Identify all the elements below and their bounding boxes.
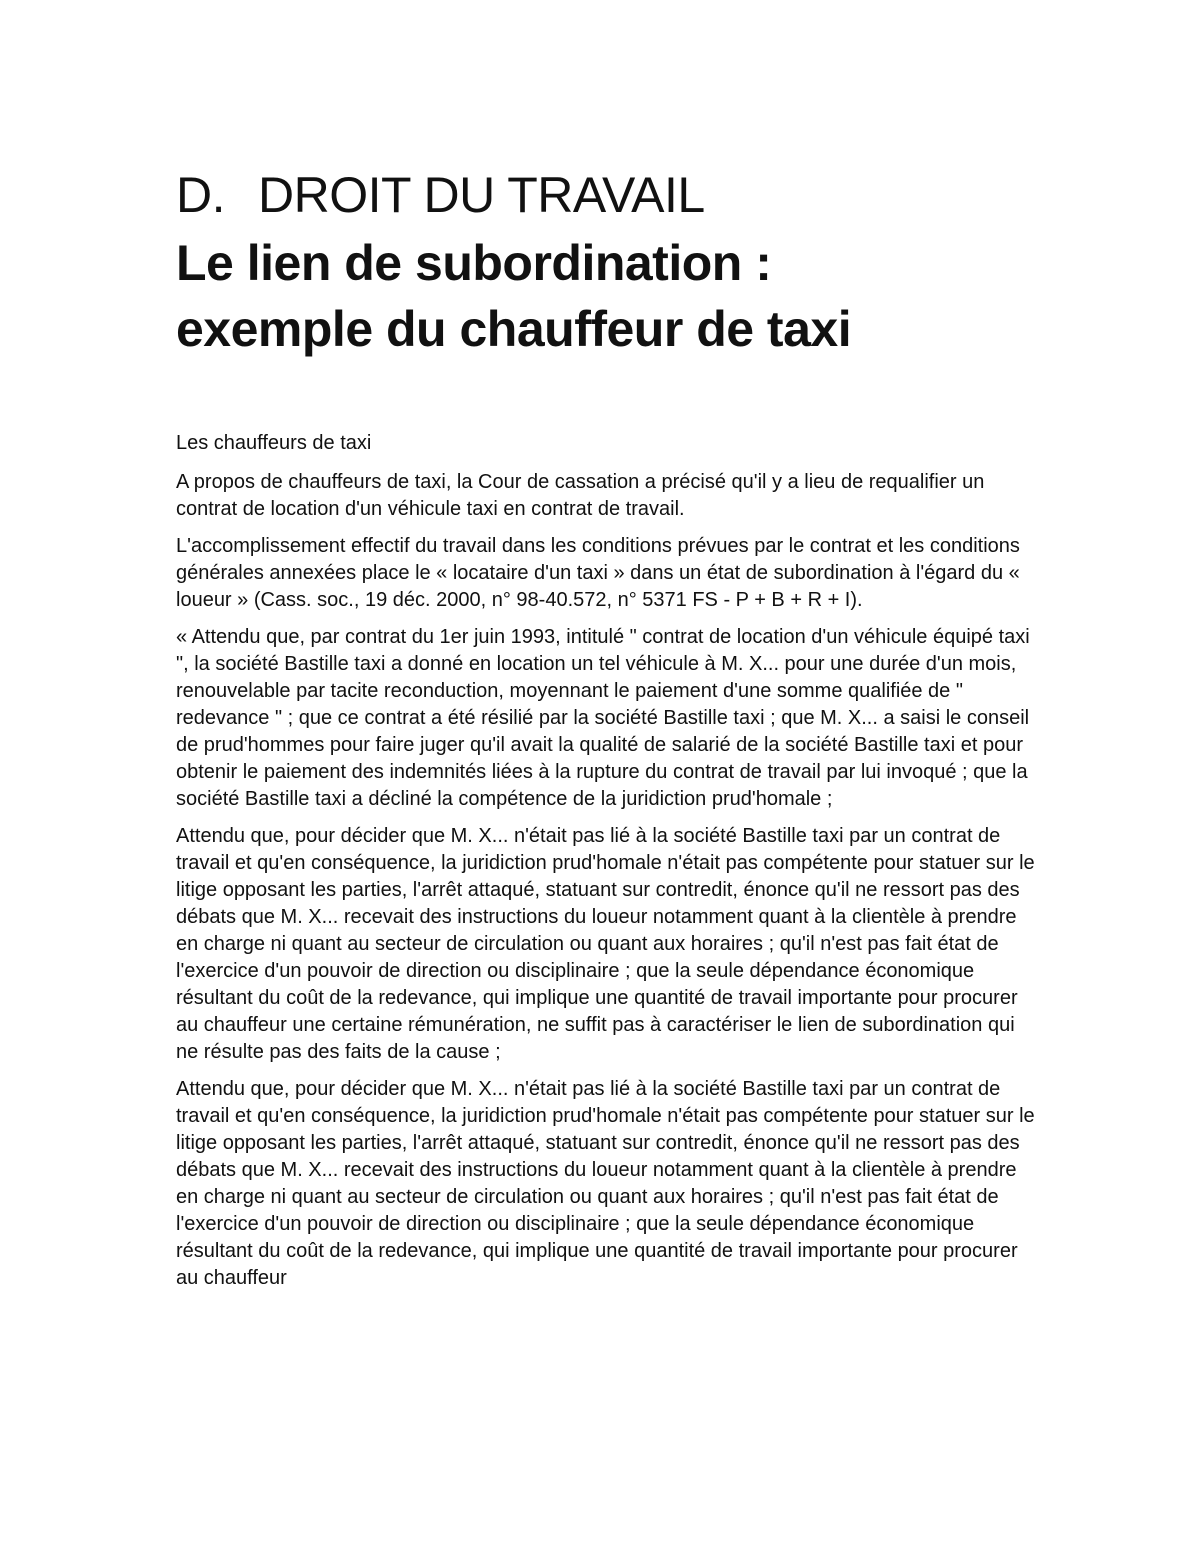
- section-heading: [176, 160, 1036, 230]
- paragraph-quote: Attendu que, pour décider que M. X... n'était pas lié à la société Bastille taxi par un contrat de travail et qu'en conséquence, la juridiction prud'homale n'était pas compétente pour statuer sur le litige opposant les parties, l'arrêt attaqué, statuant sur contredit, énonce qu'il ne ressort pas des débats que M. X... recevait des instructions du loueur notamment quant à la clientèle à prendre en charge ni quant au secteur de circulation ou quant aux horaires ; qu'il n'est pas fait état de l'exercice d'un pouvoir de direction ou disciplinaire ; que la seule dépendance économique résultant du coût de la redevance, qui implique une quantité de travail importante pour procurer au chauffeur: [176, 1078, 1035, 1289]
- paragraph-intro: Les chauffeurs de taxi: [176, 432, 372, 454]
- section-title: DROIT DU TRAVAIL: [258, 167, 705, 223]
- subtitle-line-1: Le lien de subordination :: [176, 235, 772, 291]
- section-number: D.: [176, 167, 225, 223]
- document-body: [176, 430, 1036, 1292]
- document-content: [176, 160, 1036, 1302]
- subtitle-line-2: exemple du chauffeur de taxi: [176, 301, 852, 357]
- paragraph-quote: Attendu que, pour décider que M. X... n'était pas lié à la société Bastille taxi par un contrat de travail et qu'en conséquence, la juridiction prud'homale n'était pas compétente pour statuer sur le litige opposant les parties, l'arrêt attaqué, statuant sur contredit, énonce qu'il ne ressort pas des débats que M. X... recevait des instructions du loueur notamment quant à la clientèle à prendre en charge ni quant au secteur de circulation ou quant aux horaires ; qu'il n'est pas fait état de l'exercice d'un pouvoir de direction ou disciplinaire ; que la seule dépendance économique résultant du coût de la redevance, qui implique une quantité de travail importante pour procurer au chauffeur une certaine rémunération, ne suffit pas à caractériser le lien de subordination qui ne résulte pas des faits de la cause ;: [176, 825, 1035, 1063]
- paragraph: A propos de chauffeurs de taxi, la Cour de cassation a précisé qu'il y a lieu de requalifier un contrat de location d'un véhicule taxi en contrat de travail.: [176, 471, 985, 520]
- paragraph: L'accomplissement effectif du travail dans les conditions prévues par le contrat et les conditions générales annexées place le « locataire d'un taxi » dans un état de subordination à l'égard du « loueur » (Cass. soc., 19 déc. 2000, n° 98-40.572, n° 5371 FS - P + B + R + I).: [176, 535, 1020, 611]
- paragraph-quote: « Attendu que, par contrat du 1er juin 1993, intitulé " contrat de location d'un véhicule équipé taxi ", la société Bastille taxi a donné en location un tel véhicule à M. X... pour une durée d'un mois, renouvelable par tacite reconduction, moyennant le paiement d'une somme qualifiée de " redevance " ; que ce contrat a été résilié par la société Bastille taxi ; que M. X... a saisi le conseil de prud'hommes pour faire juger qu'il avait la qualité de salarié de la société Bastille taxi et pour obtenir le paiement des indemnités liées à la rupture du contrat de travail par lui invoqué ; que la société Bastille taxi a décliné la compétence de la juridiction prud'homale ;: [176, 626, 1030, 810]
